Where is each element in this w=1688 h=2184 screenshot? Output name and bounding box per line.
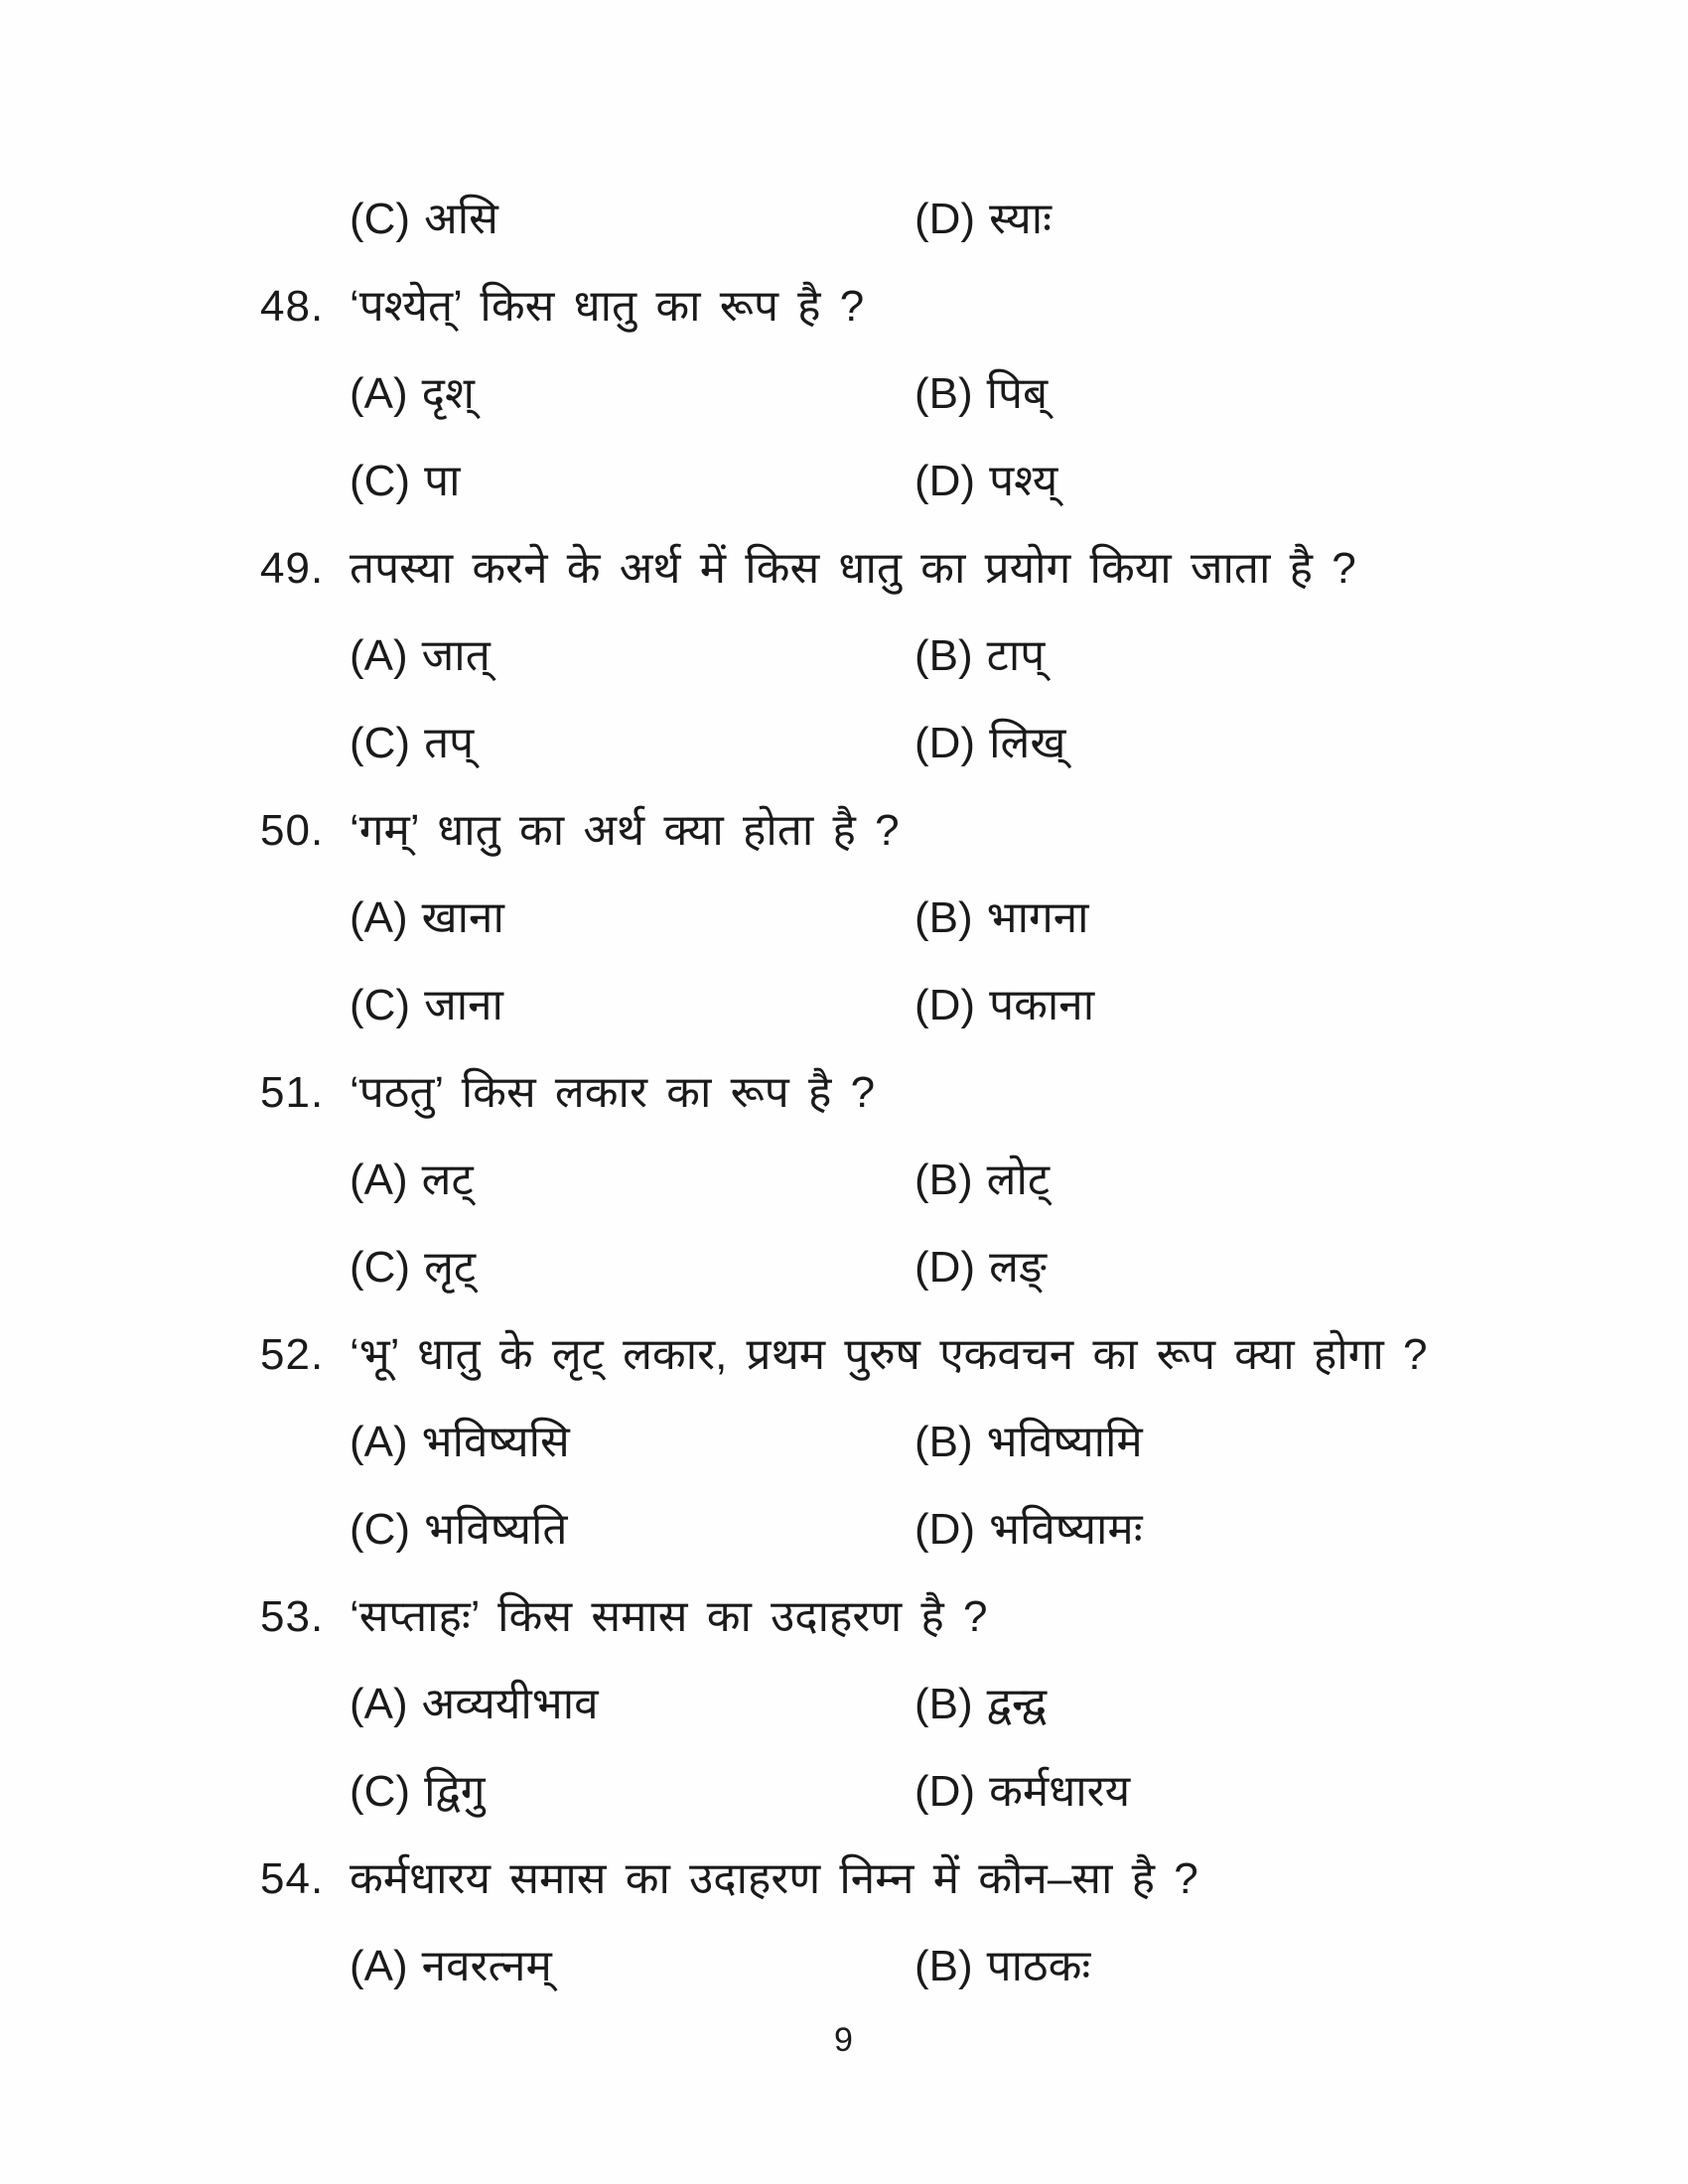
- answer-option: [914, 1680, 1047, 1730]
- option-label: (B): [914, 1418, 973, 1466]
- answer-option: [350, 1243, 476, 1294]
- option-label: (C): [350, 457, 411, 505]
- option-label: (A): [350, 1680, 408, 1728]
- option-row: [0, 981, 1688, 1068]
- question-text: ‘भू’ धातु के लृट् लकार, प्रथम पुरुष एकवचन का रूप क्या होगा ?: [350, 1330, 1428, 1379]
- option-text: द्वन्द्व: [986, 1680, 1048, 1728]
- option-text: पकाना: [989, 981, 1095, 1029]
- option-label: (D): [914, 1767, 976, 1816]
- question-text: ‘पश्येत्’ किस धातु का रूप है ?: [350, 282, 865, 331]
- answer-option: [914, 457, 1057, 507]
- option-label: (C): [350, 1767, 411, 1816]
- option-text: स्याः: [989, 195, 1053, 243]
- answer-option: [350, 457, 460, 507]
- question-number: 51.: [260, 1068, 325, 1117]
- option-text: भविष्यति: [424, 1505, 568, 1554]
- option-text: भविष्यामः: [989, 1505, 1143, 1554]
- option-label: (B): [914, 631, 973, 680]
- option-label: (D): [914, 1505, 976, 1554]
- option-row: [0, 631, 1688, 719]
- option-text: पश्य्: [989, 457, 1058, 505]
- answer-option: [914, 369, 1048, 420]
- option-text: असि: [424, 195, 498, 243]
- answer-option: [350, 1418, 570, 1468]
- option-text: लृट्: [424, 1243, 477, 1292]
- option-text: जात्: [421, 631, 491, 680]
- answer-option: [914, 1767, 1130, 1818]
- question-row: [0, 1330, 1688, 1418]
- option-text: भविष्यसि: [421, 1418, 570, 1466]
- question-number: 53.: [260, 1592, 325, 1641]
- option-text: खाना: [421, 893, 504, 942]
- question-text: तपस्या करने के अर्थ में किस धातु का प्रयोग किया जाता है ?: [350, 544, 1356, 593]
- answer-option: [350, 719, 474, 769]
- question-row: [0, 544, 1688, 631]
- option-label: (C): [350, 1505, 411, 1554]
- option-row: [0, 457, 1688, 544]
- question-number: 49.: [260, 544, 325, 593]
- question-number: 52.: [260, 1330, 325, 1379]
- option-label: (B): [914, 1156, 973, 1204]
- answer-option: [350, 981, 503, 1031]
- answer-option: [350, 369, 475, 420]
- option-row: [0, 1680, 1688, 1767]
- question-number: 50.: [260, 806, 325, 855]
- option-text: लङ्: [989, 1243, 1047, 1292]
- option-text: द्विगु: [424, 1767, 486, 1816]
- option-text: दृश्: [421, 369, 475, 418]
- option-label: (A): [350, 893, 408, 942]
- option-label: (D): [914, 719, 976, 767]
- answer-option: [914, 719, 1065, 769]
- option-label: (C): [350, 195, 411, 243]
- answer-option: [350, 893, 504, 944]
- answer-option: [914, 1505, 1143, 1556]
- question-row: [0, 1854, 1688, 1942]
- option-label: (A): [350, 631, 408, 680]
- question-text: ‘सप्ताहः’ किस समास का उदाहरण है ?: [350, 1592, 988, 1641]
- answer-option: [914, 195, 1052, 245]
- option-label: (A): [350, 1156, 408, 1204]
- answer-option: [350, 1505, 568, 1556]
- option-row: [0, 195, 1688, 282]
- option-text: टाप्: [986, 631, 1046, 680]
- option-label: (A): [350, 1418, 408, 1466]
- answer-option: [914, 1942, 1090, 1992]
- option-row: [0, 1156, 1688, 1243]
- answer-option: [350, 1767, 486, 1818]
- question-text: ‘पठतु’ किस लकार का रूप है ?: [350, 1068, 876, 1117]
- option-text: तप्: [424, 719, 475, 767]
- question-number: 48.: [260, 282, 325, 331]
- option-row: [0, 1767, 1688, 1854]
- option-row: [0, 1243, 1688, 1330]
- option-label: (C): [350, 981, 411, 1029]
- option-text: जाना: [424, 981, 503, 1029]
- question-row: [0, 1068, 1688, 1156]
- answer-option: [914, 1243, 1047, 1294]
- option-label: (B): [914, 893, 973, 942]
- option-text: लिख्: [989, 719, 1066, 767]
- option-label: (D): [914, 457, 976, 505]
- option-label: (B): [914, 369, 973, 418]
- option-label: (C): [350, 1243, 411, 1292]
- question-text: कर्मधारय समास का उदाहरण निम्न में कौन–सा है ?: [350, 1854, 1198, 1903]
- option-text: पाठकः: [986, 1942, 1091, 1990]
- option-text: भविष्यामि: [986, 1418, 1143, 1466]
- option-label: (D): [914, 195, 976, 243]
- option-text: पा: [424, 457, 461, 505]
- option-text: कर्मधारय: [989, 1767, 1131, 1816]
- option-label: (A): [350, 1942, 408, 1990]
- option-row: [0, 1418, 1688, 1505]
- option-label: (C): [350, 719, 411, 767]
- option-text: लट्: [421, 1156, 474, 1204]
- option-label: (B): [914, 1680, 973, 1728]
- option-row: [0, 1942, 1688, 2029]
- answer-option: [350, 1680, 599, 1730]
- option-row: [0, 369, 1688, 457]
- option-label: (A): [350, 369, 408, 418]
- option-text: अव्ययीभाव: [421, 1680, 599, 1728]
- option-text: नवरत्नम्: [421, 1942, 552, 1990]
- question-row: [0, 282, 1688, 369]
- question-text: ‘गम्’ धातु का अर्थ क्या होता है ?: [350, 806, 900, 855]
- answer-option: [914, 631, 1045, 682]
- answer-option: [350, 195, 498, 245]
- question-row: [0, 806, 1688, 893]
- answer-option: [914, 893, 1089, 944]
- answer-option: [914, 1156, 1050, 1206]
- option-label: (D): [914, 1243, 976, 1292]
- option-text: भागना: [986, 893, 1089, 942]
- option-row: [0, 719, 1688, 806]
- answer-option: [350, 1156, 474, 1206]
- answer-option: [914, 1418, 1143, 1468]
- answer-option: [350, 631, 491, 682]
- question-row: [0, 1592, 1688, 1680]
- answer-option: [914, 981, 1094, 1031]
- page-number: 9: [834, 2021, 854, 2059]
- question-number: 54.: [260, 1854, 325, 1903]
- answer-option: [350, 1942, 552, 1992]
- option-label: (D): [914, 981, 976, 1029]
- option-row: [0, 1505, 1688, 1592]
- option-label: (B): [914, 1942, 973, 1990]
- option-row: [0, 893, 1688, 981]
- option-text: लोट्: [986, 1156, 1051, 1204]
- option-text: पिब्: [986, 369, 1049, 418]
